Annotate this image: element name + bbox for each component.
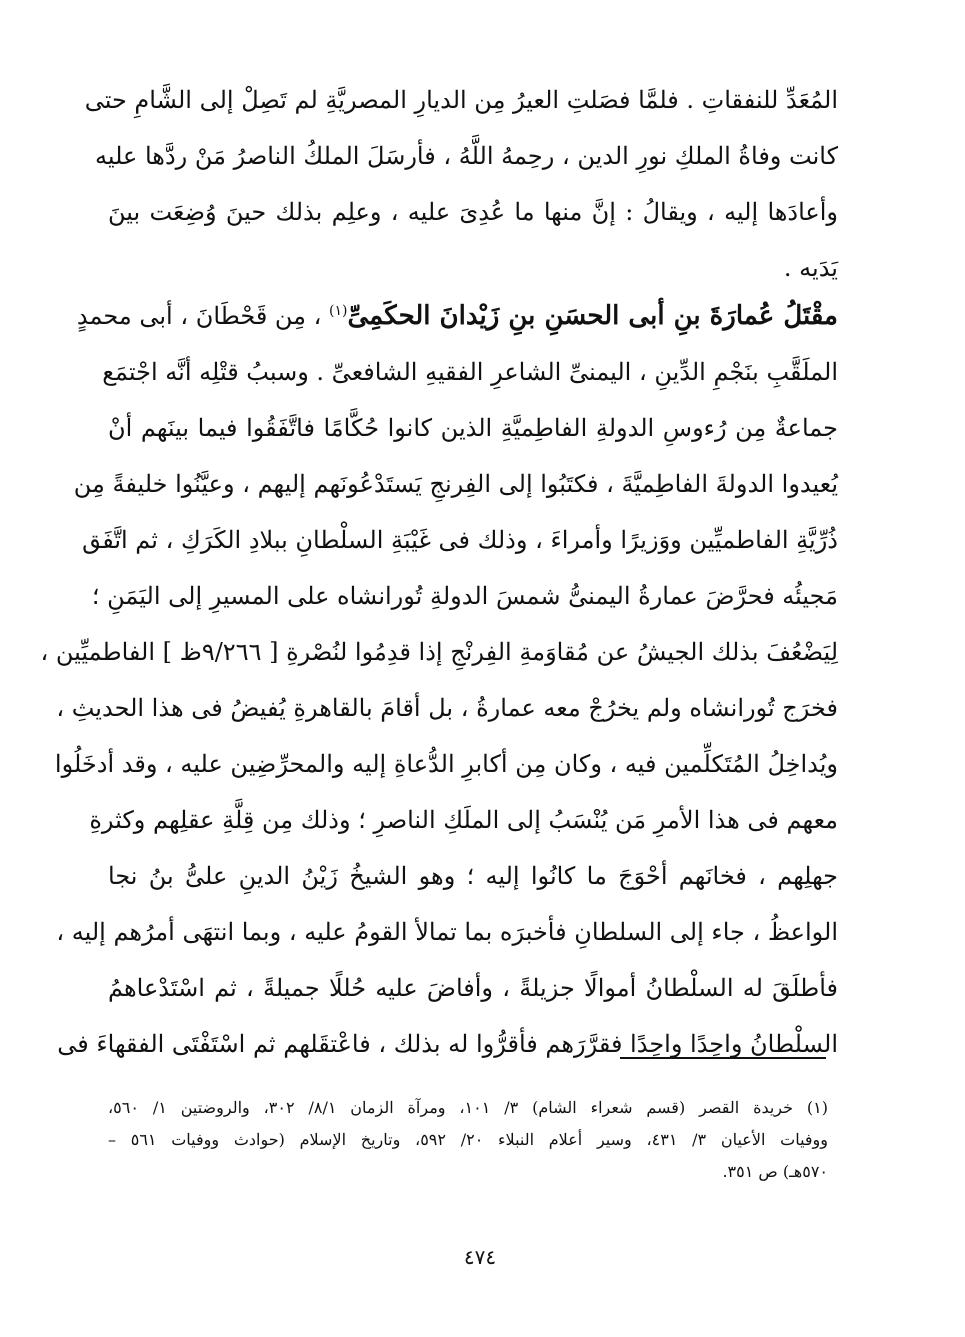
- footnote-separator: [620, 1057, 826, 1059]
- footnote-line: ووفيات الأعيان ٣/ ٤٣١، وسير أعلام النبلاء ٢٠/ ٥٩٢، وتاريخ الإسلام (حوادث ووفيات ٥٦١ –: [108, 1130, 829, 1149]
- footnote-line: ٥٧٠هـ) ص ٣٥١.: [722, 1162, 828, 1181]
- body-line: كانت وفاةُ الملكِ نورِ الدين ، رحِمهُ اللَّهُ ، فأرسَلَ الملكُ الناصرُ مَنْ ردَّها عليه: [94, 142, 838, 170]
- body-line: جهلِهم ، فخانَهم أحْوَجَ ما كانُوا إليه ؛ وهو الشيخُ زَيْنُ الدينِ علىُّ بنُ نجا: [108, 862, 838, 890]
- body-line: ويُداخِلُ المُتَكلِّمين فيه ، وكان مِن أكابرِ الدُّعاةِ إليه والمحرِّضِين عليه ، وقد أدخَلُوا: [54, 750, 838, 778]
- body-line: جماعةٌ مِن رُءوسِ الدولةِ الفاطِميَّةِ الذين كانوا حُكَّامًا فاتَّفَقُوا فيما بينَهم أنْ: [108, 414, 838, 442]
- paragraph-continuation: [84, 72, 838, 296]
- body-line: لِيَضْعُفَ بذلك الجيشُ عن مُقاوَمةِ الفِرنْجِ إذا قدِمُوا لنُصْرةِ [ ٩/٢٦٦ظ ] الفاطميِّين ،: [40, 638, 838, 666]
- body-line: الواعظُ ، جاء إلى السلطانِ فأخبرَه بما تمالأ القومُ عليه ، وبما انتهَى أمرُهم إليه ،: [56, 918, 838, 946]
- body-line: الملَقَّبِ بنَجْمِ الدِّينِ ، اليمنىِّ الشاعرِ الفقيهِ الشافعىِّ . وسببُ قتْلِه أنَّه اجْتمَع: [102, 358, 838, 386]
- footnote-marker: (١): [329, 303, 348, 319]
- body-line: مَجيئُه فحرَّضَ عمارةُ اليمنىُّ شمسَ الدولةِ تُورانشاه على المسيرِ إلى اليَمَنِ ؛: [91, 582, 838, 610]
- footnote-line: (١) خريدة القصر (قسم شعراء الشام) ٣/ ١٠١، ومرآة الزمان ٨/١/ ٣٠٢، والروضتين ١/ ٥٦٠،: [108, 1098, 828, 1117]
- body-line: السلْطانُ واحِدًا واحِدًا فقرَّرَهم فأقرُّوا له بذلك ، فاعْتقَلهم ثم اسْتَفْتَى الفقهاءَ فى: [57, 1030, 838, 1058]
- heading-line: [76, 288, 838, 344]
- body-line: يُعيدوا الدولةَ الفاطِميَّةَ ، فكتَبُوا إلى الفِرنجِ يَستَدْعُونَهم إليهم ، وعيَّنُوا خليفةً مِن: [73, 470, 838, 498]
- body-line: معهم فى هذا الأمرِ مَن يُنْسَبُ إلى الملَكِ الناصرِ ؛ وذلك مِن قِلَّةِ عقلِهم وكثرةِ: [89, 806, 838, 834]
- page-number: ٤٧٤: [463, 1245, 497, 1269]
- body-line: وأعادَها إليه ، ويقالُ : إنَّ منها ما عُدِىَ عليه ، وعلِم بذلك حينَ وُضِعَت بينَ: [108, 198, 838, 226]
- body-line: ذُرِّيَّةِ الفاطميِّين ووَزيرًا وأمراءَ ، وذلك فى غَيْبَةِ السلْطانِ ببلادِ الكَرَكِ ، ثم اتَّفَق: [82, 526, 838, 554]
- body-line: المُعَدِّ للنفقاتِ . فلمَّا فصَلتِ العيرُ مِن الديارِ المصريَّةِ لم تَصِلْ إلى الشَّامِ حتى: [84, 86, 838, 114]
- body-line: فخرَج تُورانشاه ولم يخرُجْ معه عمارةُ ، بل أقامَ بالقاهرةِ يُفيضُ فى هذا الحديثِ ،: [56, 694, 838, 722]
- body-line: فأطلَقَ له السلْطانُ أموالًا جزيلةً ، وأفاضَ عليه حُللًا جميلةً ، ثم اسْتَدْعاهمُ: [108, 974, 838, 1002]
- footnote-block: [108, 1092, 828, 1188]
- section-heading: مقْتَلُ عُمارَةَ بنِ أبى الحسَنِ بنِ زَيْدانَ الحكَمِىِّ: [347, 301, 838, 331]
- section-paragraph: [40, 288, 838, 1072]
- body-line: يَدَيه .: [783, 254, 838, 282]
- heading-line-rest: ، مِن قَحْطَانَ ، أبى محمدٍ: [76, 302, 330, 330]
